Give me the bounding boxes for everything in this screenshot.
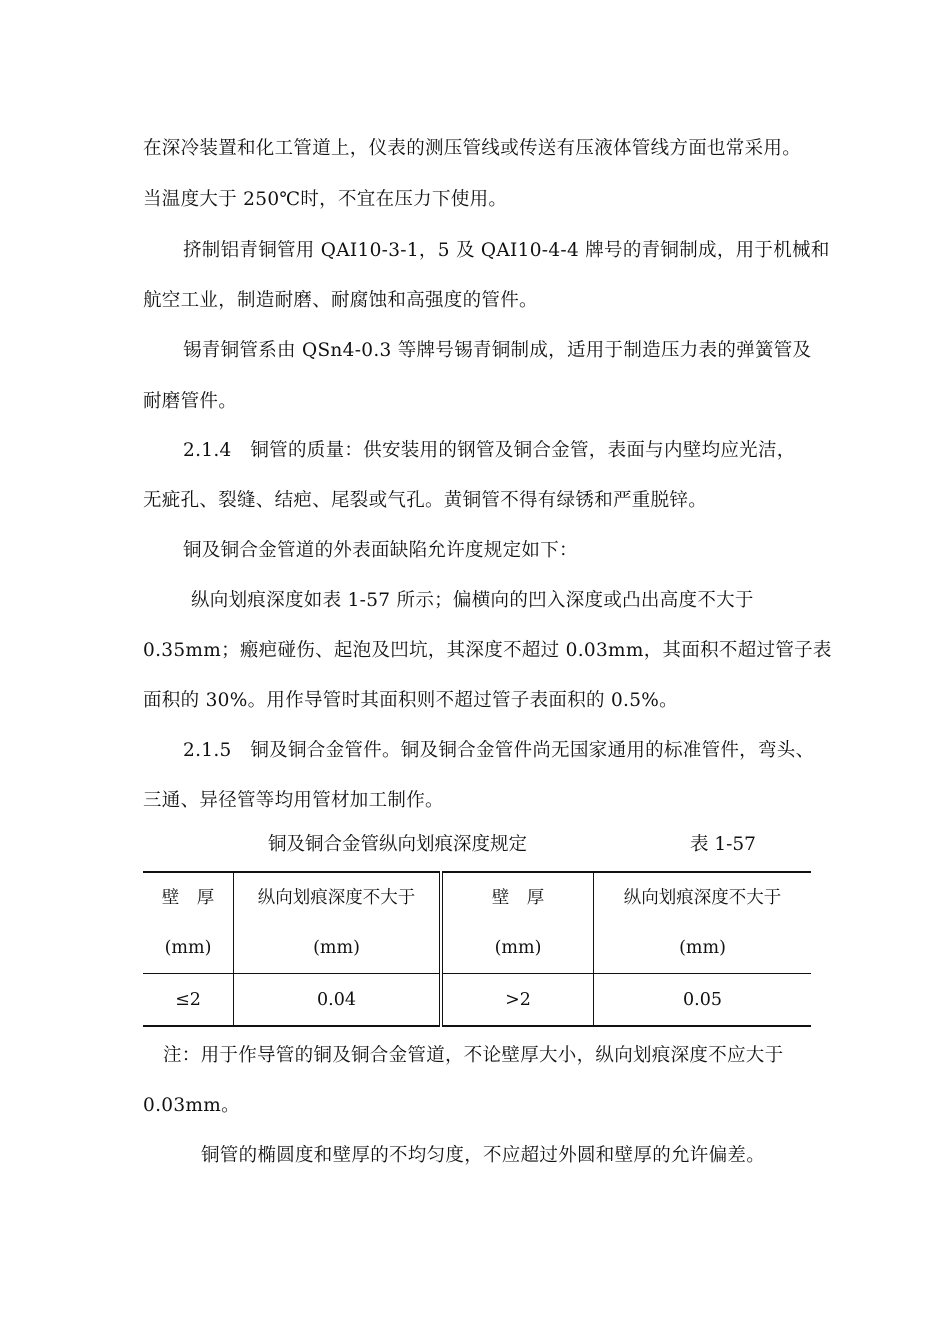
scratch-depth-table <box>143 871 811 1027</box>
paragraph-line-10: 纵向划痕深度如表 1-57 所示；偏横向的凹入深度或凸出高度不大于 <box>191 590 754 611</box>
cell-thickness-gt2: >2 <box>441 974 594 1027</box>
header-wall-thickness-2: 壁 厚 (mm) <box>441 872 594 974</box>
cell-thickness-le2: ≤2 <box>143 974 234 1027</box>
table-title: 铜及铜合金管纵向划痕深度规定 <box>268 834 528 855</box>
paragraph-line-1: 在深冷装置和化工管道上，仪表的测压管线或传送有压液体管线方面也常采用。 <box>143 138 802 159</box>
paragraph-line-5: 锡青铜管系由 QSn4-0.3 等牌号锡青铜制成，适用于制造压力表的弹簧管及 <box>183 340 812 361</box>
paragraph-line-8: 无疵孔、裂缝、结疤、尾裂或气孔。黄铜管不得有绿锈和严重脱锌。 <box>143 490 708 511</box>
cell-depth-004: 0.04 <box>234 974 442 1027</box>
table-row <box>143 974 811 1027</box>
cell-depth-005: 0.05 <box>683 989 722 1010</box>
paragraph-line-11: 0.35mm；瘢疤碰伤、起泡及凹坑，其深度不超过 0.03mm，其面积不超过管子表 <box>143 640 832 661</box>
header-wall-thickness-1: 壁 厚 (mm) <box>143 872 234 974</box>
paragraph-line-13: 2.1.5 铜及铜合金管件。铜及铜合金管件尚无国家通用的标准管件，弯头、 <box>183 740 815 761</box>
header-scratch-depth-1: 纵向划痕深度不大于 (mm) <box>234 872 442 974</box>
table-header-row <box>143 872 811 974</box>
paragraph-line-12: 面积的 30%。用作导管时其面积则不超过管子表面积的 0.5%。 <box>143 690 678 711</box>
paragraph-line-6: 耐磨管件。 <box>143 391 238 412</box>
paragraph-line-9: 铜及铜合金管道的外表面缺陷允许度规定如下： <box>183 540 578 561</box>
note-line-1: 注：用于作导管的铜及铜合金管道，不论壁厚大小，纵向划痕深度不应大于 <box>163 1045 784 1066</box>
table-number: 表 1-57 <box>690 834 756 855</box>
closing-paragraph: 铜管的椭圆度和壁厚的不均匀度，不应超过外圆和壁厚的允许偏差。 <box>201 1145 766 1166</box>
header-scratch-depth-2: 纵向划痕深度不大于 (mm) <box>594 872 812 974</box>
paragraph-line-7: 2.1.4 铜管的质量：供安装用的钢管及铜合金管，表面与内壁均应光洁， <box>183 440 796 461</box>
paragraph-line-2: 当温度大于 250℃时，不宜在压力下使用。 <box>143 189 508 210</box>
paragraph-line-14: 三通、异径管等均用管材加工制作。 <box>143 790 444 811</box>
note-line-2: 0.03mm。 <box>143 1095 240 1116</box>
paragraph-line-3: 挤制铝青铜管用 QAI10-3-1，5 及 QAI10-4-4 牌号的青铜制成，用于机械和 <box>183 240 830 261</box>
paragraph-line-4: 航空工业，制造耐磨、耐腐蚀和高强度的管件。 <box>143 290 538 311</box>
